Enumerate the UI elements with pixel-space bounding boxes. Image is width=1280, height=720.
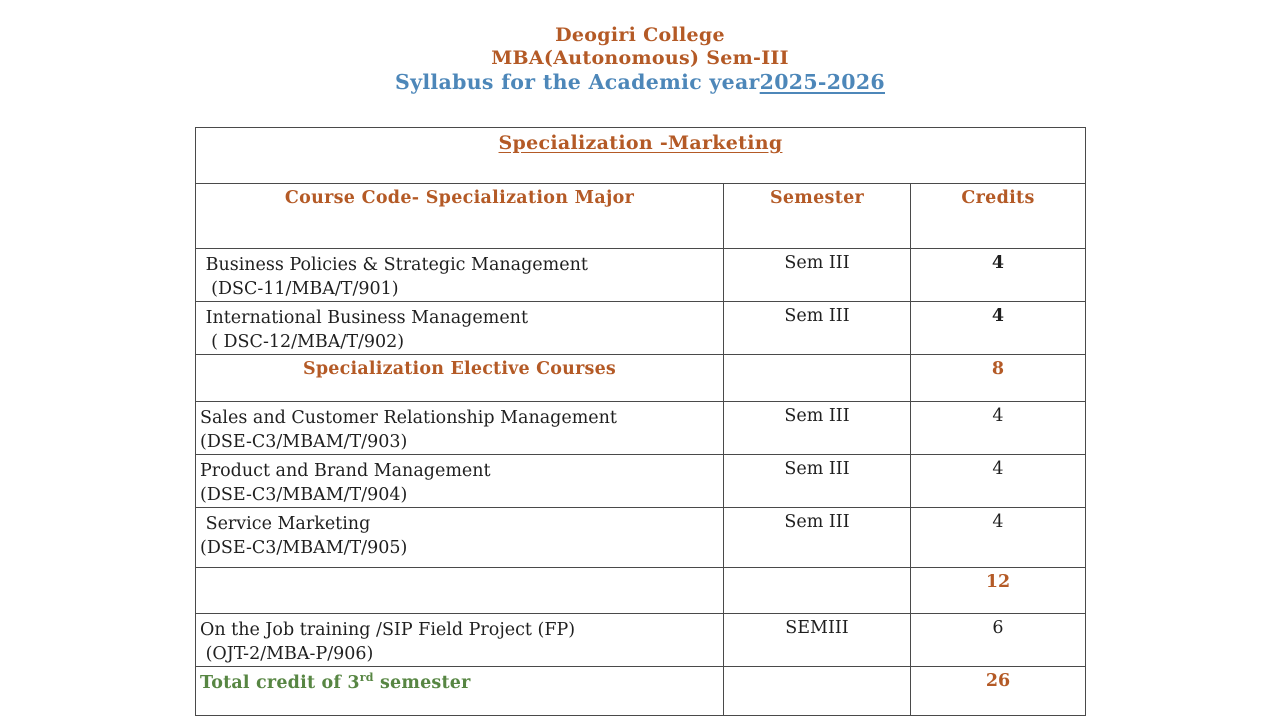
course-cell — [196, 508, 724, 568]
table-row — [196, 614, 1086, 667]
credits-value: 4 — [911, 402, 1086, 455]
elective-header-row — [196, 355, 1086, 402]
section-title-row — [196, 128, 1086, 184]
credits-value: 4 — [911, 455, 1086, 508]
course-code: (DSC-11/MBA/T/901) — [200, 279, 399, 299]
credits-value: 4 — [911, 302, 1086, 355]
credits-value: 4 — [911, 508, 1086, 568]
credits-value: 26 — [911, 667, 1086, 716]
course-cell — [196, 402, 724, 455]
semester-value: Sem III — [724, 249, 911, 302]
table-row — [196, 302, 1086, 355]
syllabus-table — [195, 127, 1086, 716]
table-row — [196, 249, 1086, 302]
column-header-row — [196, 184, 1086, 249]
credits-value: 8 — [911, 355, 1086, 402]
program-name: MBA(Autonomous) Sem-III — [491, 47, 789, 69]
total-label-suffix: semester — [373, 672, 471, 693]
elective-section-title: Specialization Elective Courses — [196, 355, 724, 402]
course-cell — [196, 249, 724, 302]
table-row — [196, 455, 1086, 508]
college-name: Deogiri College — [555, 24, 725, 46]
semester-value — [724, 667, 911, 716]
table-row — [196, 402, 1086, 455]
syllabus-title — [0, 70, 1280, 95]
semester-value: Sem III — [724, 402, 911, 455]
total-label-prefix: Total credit of 3 — [200, 672, 360, 693]
credits-value: 6 — [911, 614, 1086, 667]
course-name: International Business Management — [200, 308, 528, 328]
semester-value — [724, 568, 911, 614]
col-header-course: Course Code- Specialization Major — [196, 184, 724, 249]
course-name: Product and Brand Management — [200, 461, 491, 481]
course-code: ( DSC-12/MBA/T/902) — [200, 332, 405, 352]
total-row — [196, 667, 1086, 716]
semester-value: Sem III — [724, 302, 911, 355]
semester-value: SEMIII — [724, 614, 911, 667]
semester-value: Sem III — [724, 508, 911, 568]
course-name: Service Marketing — [200, 514, 371, 534]
table-row — [196, 508, 1086, 568]
total-label-ordinal: rd — [359, 671, 374, 684]
semester-value — [724, 355, 911, 402]
course-code: (OJT-2/MBA-P/906) — [200, 644, 374, 664]
syllabus-title-text: Syllabus for the Academic year — [395, 70, 760, 94]
credits-value: 4 — [911, 249, 1086, 302]
document-header — [0, 24, 1280, 95]
course-cell — [196, 455, 724, 508]
course-name: Sales and Customer Relationship Management — [200, 408, 617, 428]
course-code: (DSE-C3/MBAM/T/904) — [200, 485, 408, 505]
course-name: On the Job training /SIP Field Project (FP) — [200, 620, 576, 640]
course-name: Business Policies & Strategic Management — [200, 255, 588, 275]
academic-year: 2025-2026 — [759, 70, 885, 94]
course-cell — [196, 614, 724, 667]
section-title-cell — [196, 128, 1086, 184]
subtotal-row — [196, 568, 1086, 614]
col-header-credits: Credits — [911, 184, 1086, 249]
section-title: Specialization -Marketing — [498, 132, 783, 154]
col-header-semester: Semester — [724, 184, 911, 249]
credits-value: 12 — [911, 568, 1086, 614]
course-cell — [196, 302, 724, 355]
empty-cell — [196, 568, 724, 614]
total-label — [196, 667, 724, 716]
course-code: (DSE-C3/MBAM/T/905) — [200, 538, 408, 558]
semester-value: Sem III — [724, 455, 911, 508]
course-code: (DSE-C3/MBAM/T/903) — [200, 432, 408, 452]
